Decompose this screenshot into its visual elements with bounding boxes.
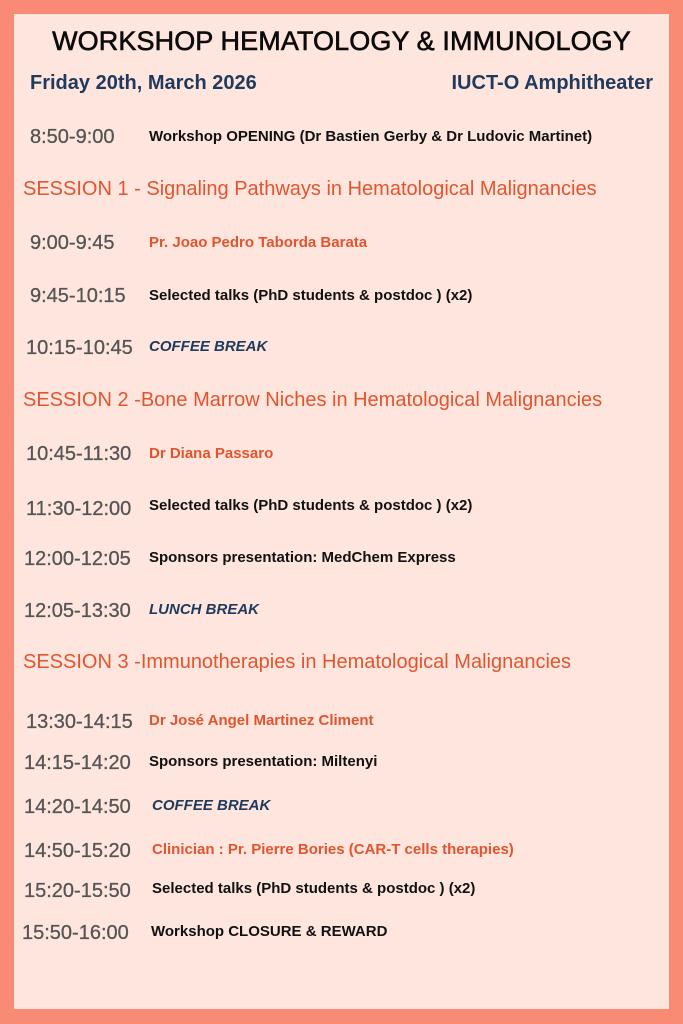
page-title: WORKSHOP HEMATOLOGY & IMMUNOLOGY [52, 26, 631, 56]
speaker-item: Dr Diana Passaro [149, 445, 274, 462]
time-slot: 15:20-15:50 [24, 880, 131, 902]
time-slot: 13:30-14:15 [26, 711, 133, 733]
program-item: Selected talks (PhD students & postdoc ) (x2) [152, 880, 476, 897]
time-slot: 14:20-14:50 [24, 796, 131, 818]
program-item: Workshop CLOSURE & REWARD [151, 923, 388, 940]
break-item: COFFEE BREAK [152, 797, 271, 814]
speaker-item: Pr. Joao Pedro Taborda Barata [149, 234, 368, 251]
event-venue: IUCT-O Amphitheater [451, 72, 653, 94]
program-item: Sponsors presentation: MedChem Express [149, 549, 456, 566]
time-slot: 9:45-10:15 [30, 285, 126, 307]
program-item: Sponsors presentation: Miltenyi [149, 753, 378, 770]
session-heading: SESSION 2 -Bone Marrow Niches in Hematological Malignancies [23, 389, 603, 411]
session-heading: SESSION 1 - Signaling Pathways in Hematological Malignancies [23, 178, 597, 200]
event-date: Friday 20th, March 2026 [30, 72, 257, 94]
program-item: Workshop OPENING (Dr Bastien Gerby & Dr Ludovic Martinet) [149, 128, 593, 145]
time-slot: 10:45-11:30 [26, 443, 132, 465]
session-heading: SESSION 3 -Immunotherapies in Hematological Malignancies [23, 651, 572, 673]
time-slot: 9:00-9:45 [30, 232, 115, 254]
time-slot: 12:05-13:30 [24, 600, 131, 622]
program-item: Selected talks (PhD students & postdoc ) (x2) [149, 497, 473, 514]
break-item: COFFEE BREAK [149, 338, 268, 355]
time-slot: 12:00-12:05 [24, 548, 131, 570]
time-slot: 15:50-16:00 [22, 922, 129, 944]
time-slot: 11:30-12:00 [26, 498, 132, 520]
time-slot: 10:15-10:45 [26, 337, 133, 359]
speaker-item: Clinician : Pr. Pierre Bories (CAR-T cells therapies) [152, 841, 514, 858]
time-slot: 8:50-9:00 [30, 126, 115, 148]
time-slot: 14:15-14:20 [24, 752, 131, 774]
break-item: LUNCH BREAK [149, 601, 259, 618]
program-item: Selected talks (PhD students & postdoc ) (x2) [149, 287, 473, 304]
speaker-item: Dr José Angel Martinez Climent [149, 712, 374, 729]
time-slot: 14:50-15:20 [24, 840, 131, 862]
